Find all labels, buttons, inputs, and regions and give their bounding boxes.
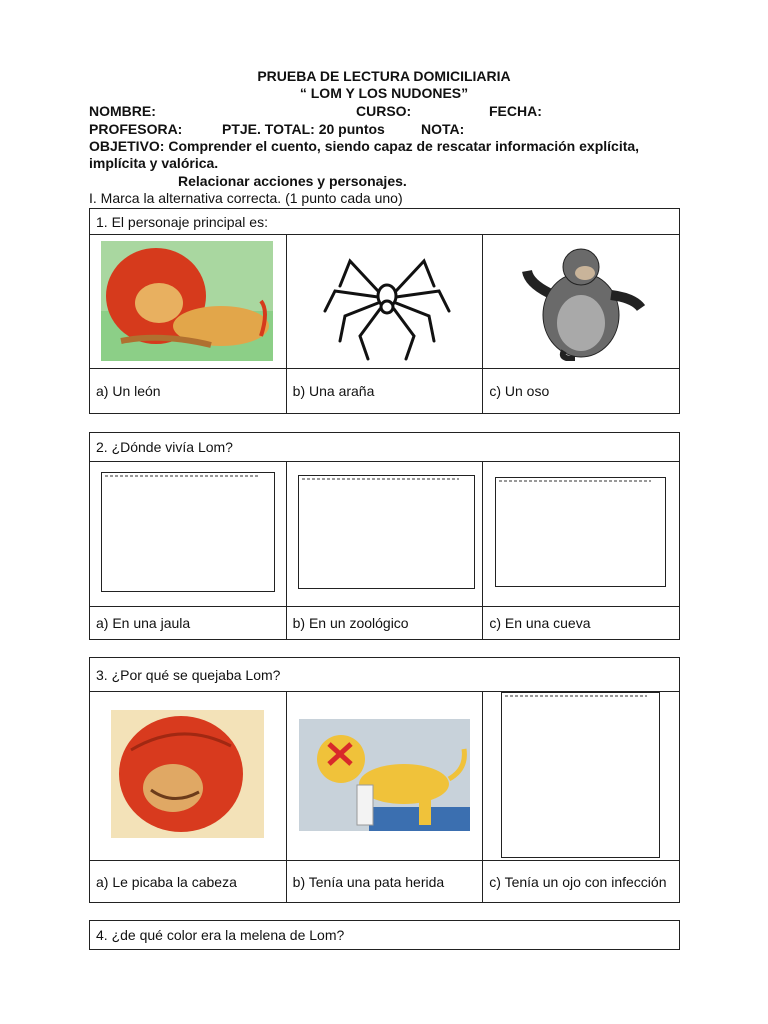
spider-icon [320,241,454,361]
toy-lion-icon [299,719,470,831]
lion-icon [101,241,273,361]
section-heading: Relacionar acciones y personajes. [178,173,407,189]
option-c-label[interactable]: c) En una cueva [483,607,680,640]
question-3-table [89,657,680,903]
option-b-image[interactable] [286,462,483,607]
profesora-label: PROFESORA: [89,121,183,137]
option-a-label[interactable]: a) En una jaula [90,607,287,640]
question-1-text: 1. El personaje principal es: [90,209,680,235]
option-b-image[interactable] [286,692,483,861]
option-a-image[interactable] [90,462,287,607]
question-1-table [89,208,680,414]
instruction-text: I. Marca la alternativa correcta. (1 punto cada uno) [89,190,403,206]
objective-text: OBJETIVO: Comprender el cuento, siendo capaz de rescatar información explícita, implícita y valórica. [89,138,640,171]
option-c-label[interactable]: c) Tenía un ojo con infección [483,861,680,903]
option-a-image[interactable] [90,692,287,861]
image-placeholder [101,472,275,592]
question-3-text: 3. ¿Por qué se quejaba Lom? [90,658,680,692]
option-b-label[interactable]: b) Una araña [286,369,483,414]
option-c-image[interactable] [483,462,680,607]
question-4-table [89,920,680,950]
nota-label: NOTA: [421,121,465,137]
question-2-text: 2. ¿Dónde vivía Lom? [90,433,680,462]
page-title: PRUEBA DE LECTURA DOMICILIARIA [257,68,511,84]
question-4-text: 4. ¿de qué color era la melena de Lom? [90,921,680,950]
bear-icon [519,243,649,361]
image-placeholder [495,477,666,587]
page-subtitle: “ LOM Y LOS NUDONES” [299,85,469,101]
lion-head-icon [111,710,264,838]
puntaje-label: PTJE. TOTAL: 20 puntos [222,121,385,137]
option-b-label[interactable]: b) En un zoológico [286,607,483,640]
option-a-label[interactable]: a) Le picaba la cabeza [90,861,287,903]
curso-label: CURSO: [356,103,412,119]
option-a-label[interactable]: a) Un león [90,369,287,414]
fecha-label: FECHA: [489,103,542,119]
option-a-image[interactable] [90,235,287,369]
question-2-table [89,432,680,640]
image-placeholder [298,475,475,589]
image-placeholder [501,692,660,858]
option-c-label[interactable]: c) Un oso [483,369,680,414]
nombre-label: NOMBRE: [89,103,156,119]
option-c-image[interactable] [483,692,680,861]
option-b-image[interactable] [286,235,483,369]
option-b-label[interactable]: b) Tenía una pata herida [286,861,483,903]
option-c-image[interactable] [483,235,680,369]
